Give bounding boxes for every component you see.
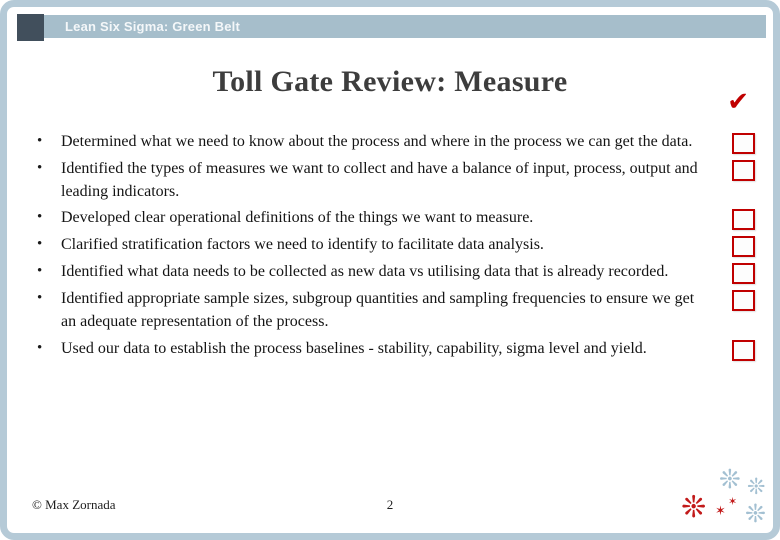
bullet-icon: • xyxy=(37,209,43,226)
tollgate-checkbox[interactable] xyxy=(732,236,755,257)
bullet-row xyxy=(35,338,755,361)
bullet-text: Used our data to establish the process baselines - stability, capability, sigma level and yield. xyxy=(61,339,647,357)
bullet-icon: • xyxy=(37,160,43,176)
slide-title: Toll Gate Review: Measure xyxy=(212,65,568,98)
bullet-text: Identified the types of measures we want to collect and have a balance of input, process, output and leading indicators. xyxy=(61,160,698,200)
tollgate-checkbox[interactable] xyxy=(732,290,755,311)
star-icon: ✶ xyxy=(728,495,738,508)
bullet-text: Developed clear operational definitions of the things we want to measure. xyxy=(61,209,534,227)
bullet-icon: • xyxy=(37,339,43,356)
header-title: Lean Six Sigma: Green Belt xyxy=(65,19,240,34)
bullet-row xyxy=(35,158,755,203)
bullet-icon: • xyxy=(37,290,43,307)
tollgate-checkbox[interactable] xyxy=(732,133,755,154)
bullet-list xyxy=(35,131,755,365)
bullet-text: Determined what we need to know about the process and where in the process we can get the data. xyxy=(61,133,693,150)
copyright-text: © Max Zornada xyxy=(32,497,116,512)
bullet-icon: • xyxy=(37,236,43,253)
check-icon: ✔ xyxy=(727,87,749,117)
snowflake-icon: ❊ xyxy=(747,475,766,500)
bullet-row xyxy=(35,261,755,284)
bullet-row xyxy=(35,207,755,230)
header-bar xyxy=(37,15,766,38)
bullet-text: Identified what data needs to be collected as new data vs utilising data that is already recorded. xyxy=(61,263,669,281)
tollgate-checkbox[interactable] xyxy=(732,340,755,361)
bullet-row xyxy=(35,131,755,154)
snowflake-icon: ❊ xyxy=(745,499,766,528)
bullet-row xyxy=(35,288,755,333)
bullet-text: Identified appropriate sample sizes, subgroup quantities and sampling frequencies to ensure we get an adequate representation of the process. xyxy=(61,290,695,331)
star-icon: ✶ xyxy=(715,504,726,519)
bullet-icon: • xyxy=(37,133,43,149)
tollgate-checkbox[interactable] xyxy=(732,263,755,284)
snowflake-icon: ❊ xyxy=(719,465,741,495)
page-number: 2 xyxy=(386,497,394,512)
bullet-row xyxy=(35,234,755,257)
bullet-text: Clarified stratification factors we need to identify to facilitate data analysis. xyxy=(61,236,544,254)
header-accent-square xyxy=(17,14,44,41)
tollgate-checkbox[interactable] xyxy=(732,209,755,230)
bullet-icon: • xyxy=(37,263,43,280)
snowflake-icon: ❊ xyxy=(681,490,707,525)
tollgate-checkbox[interactable] xyxy=(732,160,755,181)
